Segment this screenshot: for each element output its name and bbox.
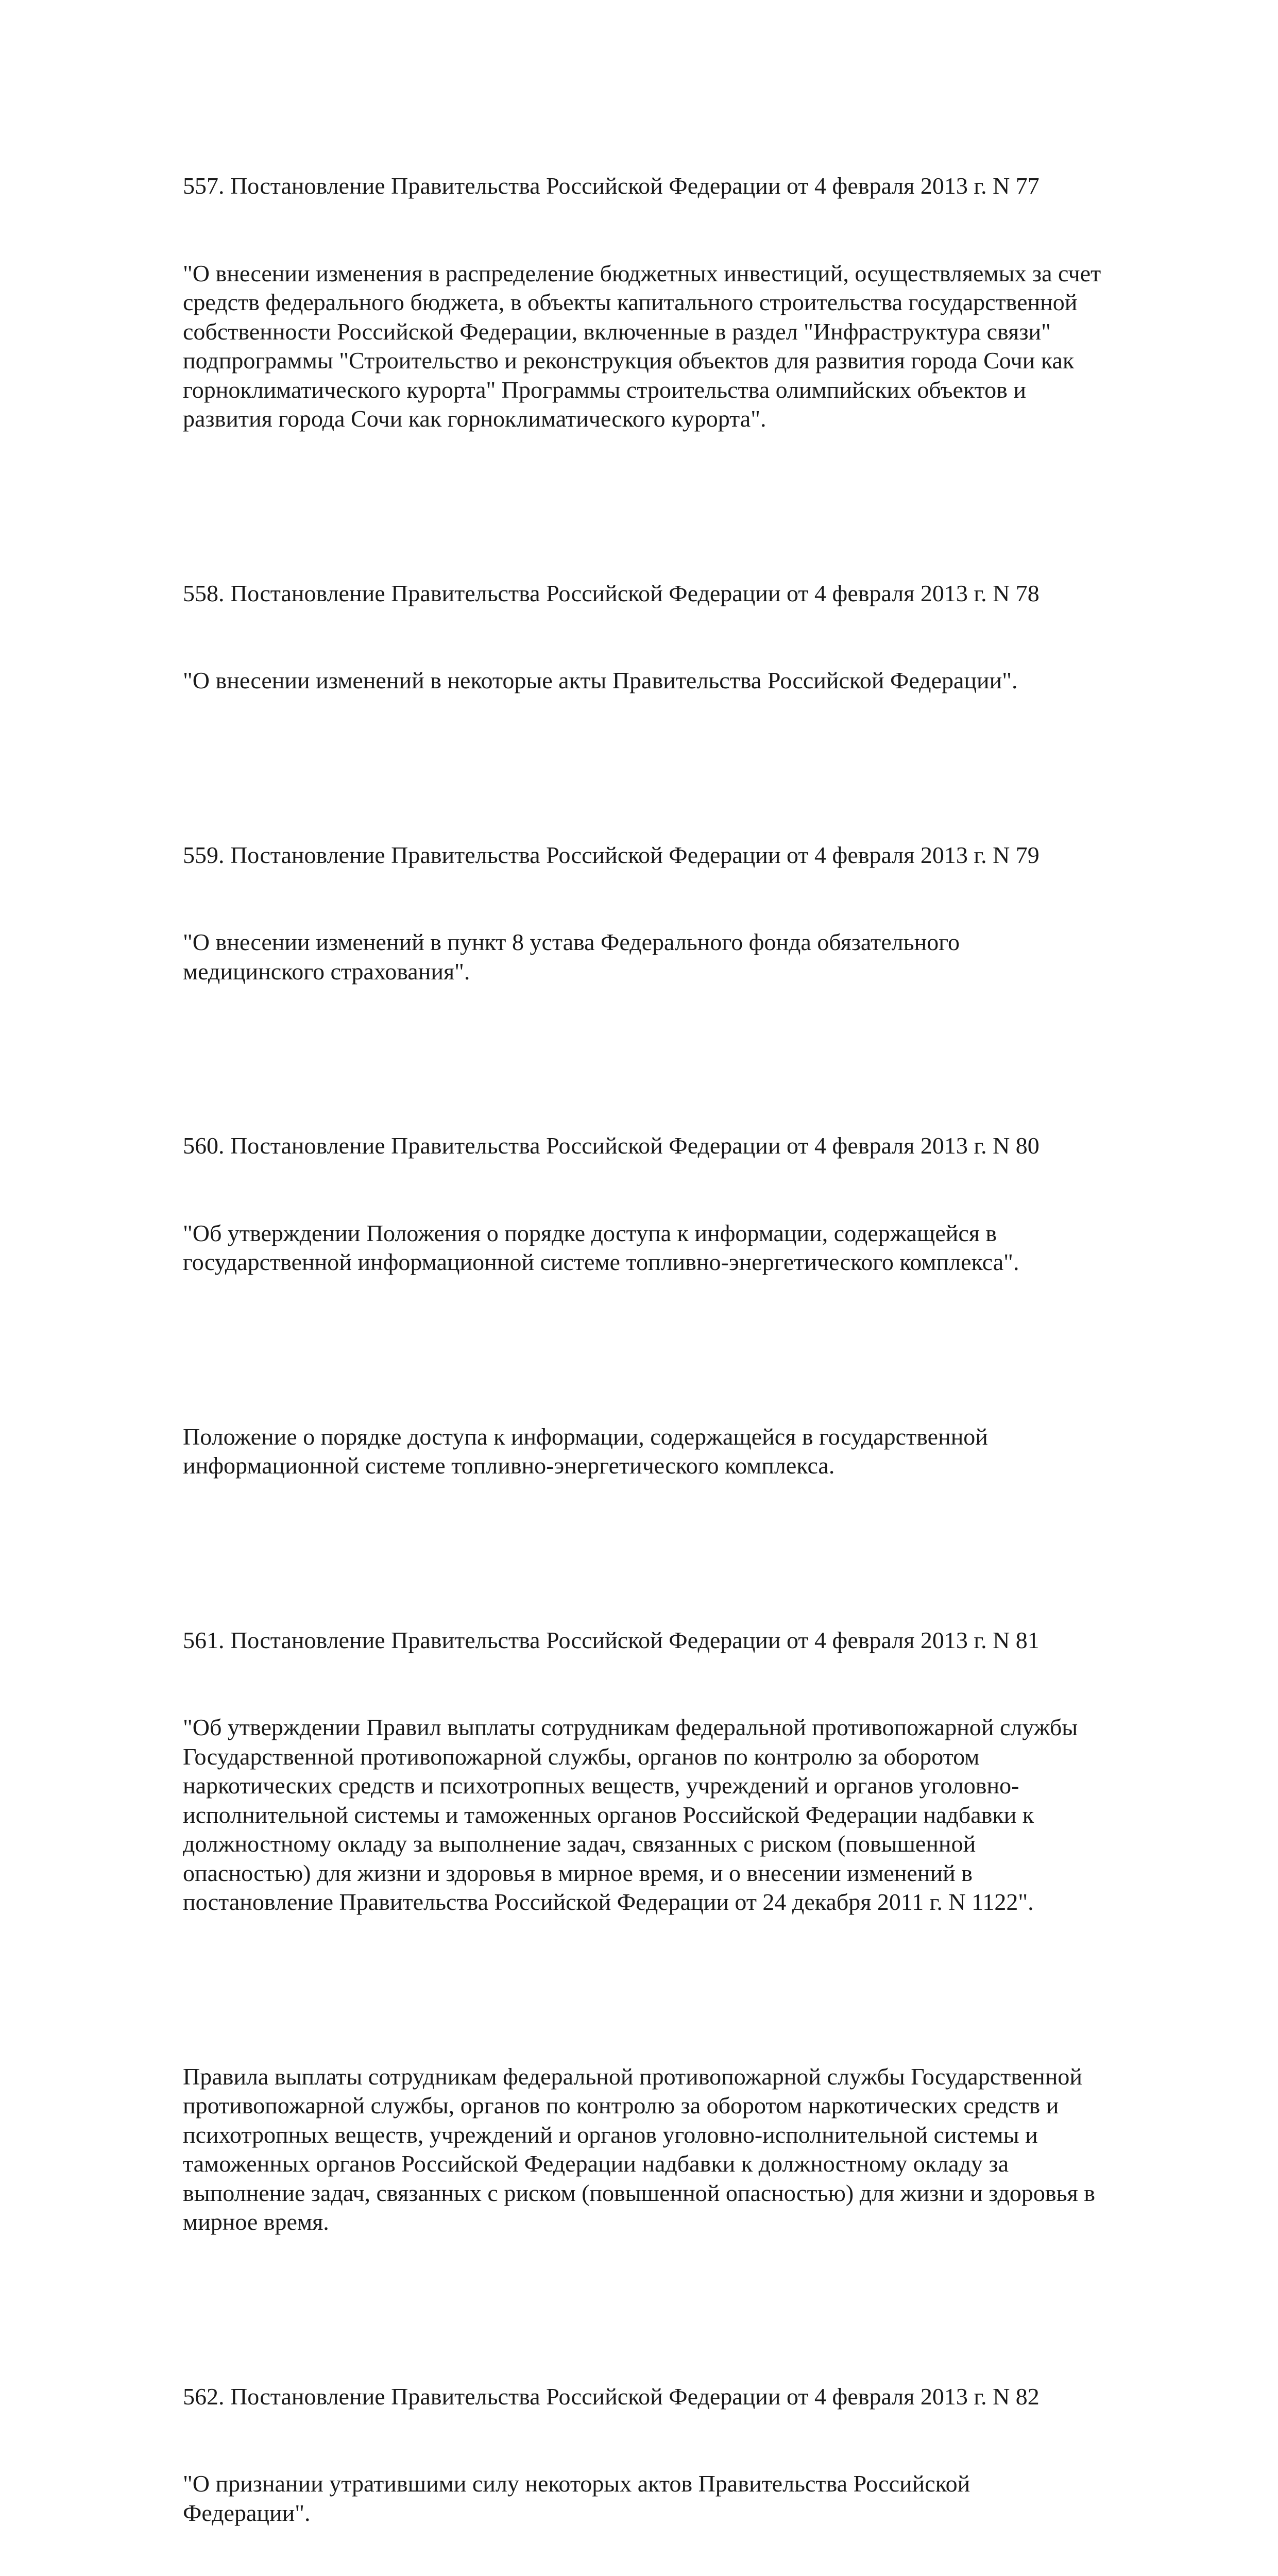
entry-title: "Об утверждении Правил выплаты сотрудникам федеральной противопожарной службы Государственной противопожарной службы, органов по контролю за оборотом наркотических средств и психотропных веществ, учреждений и органов уголовно- исполнительной системы и таможенных органов Российской Федерации надбавки к должностному окладу за выполнение задач, связанных с риском (повышенной опасностью) для жизни и здоровья в мирное время, и о внесении изменений в постановление Правительства Российской Федерации от 24 декабря 2011 г. N 1122". xyxy=(183,1713,1187,1917)
entry-heading: 561. Постановление Правительства Российской Федерации от 4 февраля 2013 г. N 81 xyxy=(183,1626,1187,1655)
attachment-paragraph: Положение о порядке доступа к информации, содержащейся в государственной информационной системе топливно-энергетического комплекса. xyxy=(183,1422,1187,1481)
entry-557 xyxy=(183,113,1187,492)
entry-title: "Об утверждении Положения о порядке доступа к информации, содержащейся в государственной информационной системе топливно-энергетического комплекса". xyxy=(183,1219,1187,1277)
entry-559 xyxy=(183,783,1187,1045)
entry-title: "О признании утратившими силу некоторых актов Правительства Российской Федерации". xyxy=(183,2469,1187,2528)
entry-561-attachment xyxy=(183,2004,1187,2295)
entry-title: "О внесении изменений в некоторые акты Правительства Российской Федерации". xyxy=(183,666,1187,696)
entry-558 xyxy=(183,521,1187,754)
entry-heading: 562. Постановление Правительства Российской Федерации от 4 февраля 2013 г. N 82 xyxy=(183,2382,1187,2412)
entry-heading: 559. Постановление Правительства Российской Федерации от 4 февраля 2013 г. N 79 xyxy=(183,841,1187,870)
entry-title: "О внесении изменений в пункт 8 устава Федерального фонда обязательного медицинского страхования". xyxy=(183,928,1187,986)
entry-title: "О внесении изменения в распределение бюджетных инвестиций, осуществляемых за счет средств федерального бюджета, в объекты капитального строительства государственной собственности Российской Федерации, включенные в раздел "Инфраструктура связи" подпрограммы "Строительство и реконструкция объектов для развития города Сочи как горноклиматического курорта" Программы строительства олимпийских объектов и развития города Сочи как горноклиматического курорта". xyxy=(183,259,1187,434)
entry-561 xyxy=(183,1568,1187,1975)
entry-heading: 557. Постановление Правительства Российской Федерации от 4 февраля 2013 г. N 77 xyxy=(183,172,1187,201)
entry-560-attachment xyxy=(183,1364,1187,1539)
attachment-paragraph: Правила выплаты сотрудникам федеральной противопожарной службы Государственной противопожарной службы, органов по контролю за оборотом наркотических средств и психотропных веществ, учреждений и органов уголовно-исполнительной системы и таможенных органов Российской Федерации надбавки к должностному окладу за выполнение задач, связанных с риском (повышенной опасностью) для жизни и здоровья в мирное время. xyxy=(183,2062,1187,2237)
entry-562 xyxy=(183,2324,1187,2576)
entry-heading: 558. Постановление Правительства Российской Федерации от 4 февраля 2013 г. N 78 xyxy=(183,579,1187,608)
entry-560 xyxy=(183,1073,1187,1335)
document-page xyxy=(183,113,1187,2576)
entry-heading: 560. Постановление Правительства Российской Федерации от 4 февраля 2013 г. N 80 xyxy=(183,1131,1187,1161)
